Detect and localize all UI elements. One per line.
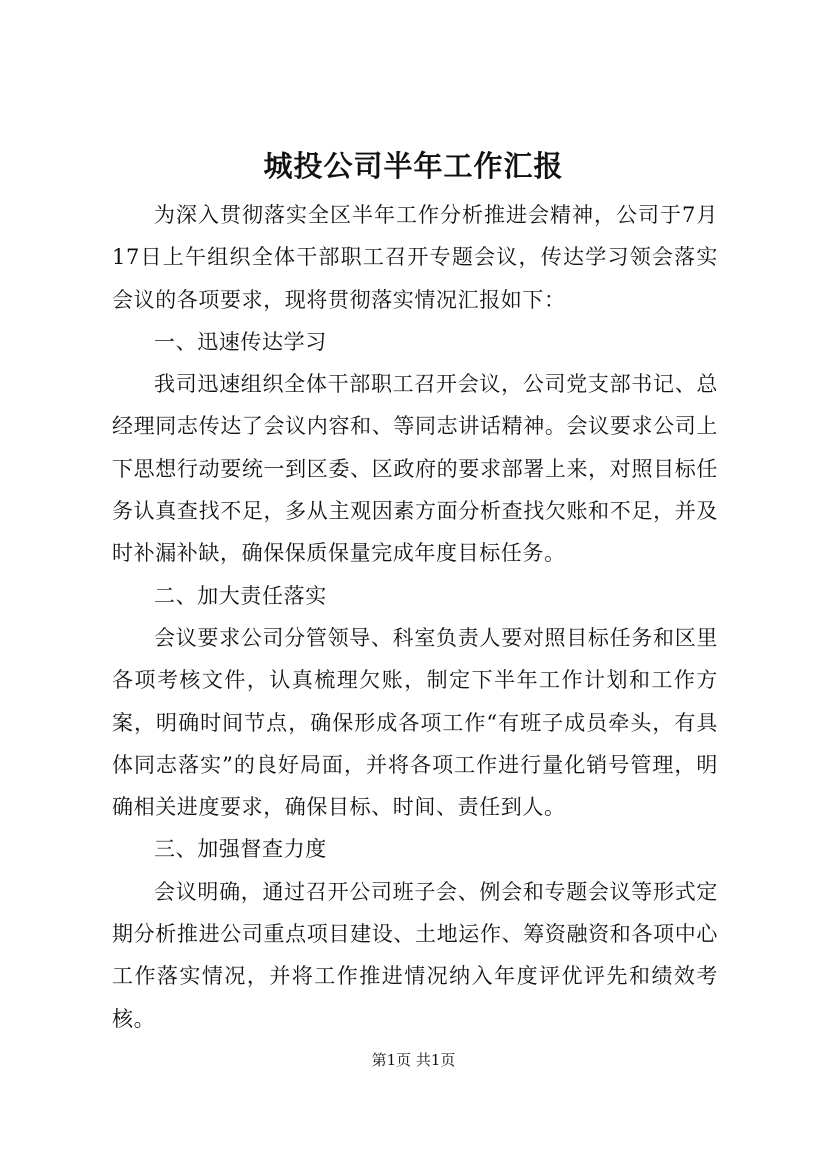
section-2-paragraph: 会议要求公司分管领导、科室负责人要对照目标任务和区里各项考核文件，认真梳理欠账，制定下半年工作计划和工作方案，明确时间节点，确保形成各项工作“有班子成员牵头，有具体同志落实”的良好局面，并将各项工作进行量化销号管理，明确相关进度要求，确保目标、时间、责任到人。 [112, 625, 718, 820]
section-heading-2: 二、加大责任落实 [154, 583, 327, 608]
section-heading-1: 一、迅速传达学习 [154, 329, 327, 354]
section-3-paragraph: 会议明确，通过召开公司班子会、例会和专题会议等形式定期分析推进公司重点项目建设、土地运作、筹资融资和各项中心工作落实情况，并将工作推进情况纳入年度评优评先和绩效考核。 [112, 879, 718, 1031]
intro-paragraph: 为深入贯彻落实全区半年工作分析推进会精神，公司于7月17日上午组织全体干部职工召开专题会议，传达学习领会落实会议的各项要求，现将贯彻落实情况汇报如下： [112, 203, 718, 312]
document-body [112, 194, 718, 1040]
page-number-footer: 第1页 共1页 [371, 1051, 456, 1069]
section-heading-3: 三、加强督查力度 [154, 837, 327, 862]
section-1-paragraph: 我司迅速组织全体干部职工召开会议，公司党支部书记、总经理同志传达了会议内容和、等同志讲话精神。会议要求公司上下思想行动要统一到区委、区政府的要求部署上来，对照目标任务认真查找不足，多从主观因素方面分析查找欠账和不足，并及时补漏补缺，确保保质保量完成年度目标任务。 [112, 372, 718, 566]
document-title: 城投公司半年工作汇报 [263, 149, 564, 183]
